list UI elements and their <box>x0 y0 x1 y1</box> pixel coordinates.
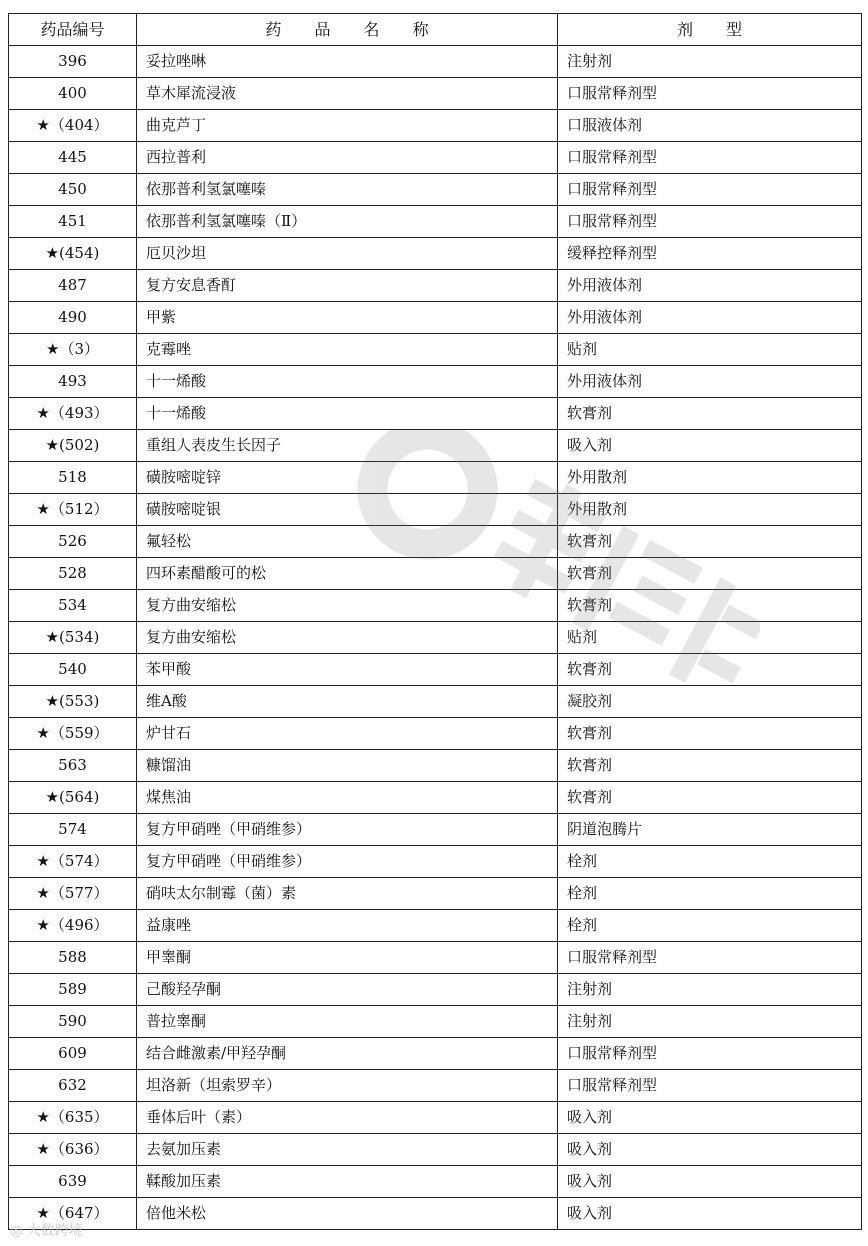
drug-name-cell: 硝呋太尔制霉（菌）素 <box>137 878 558 910</box>
table-row <box>9 878 862 910</box>
dosage-form-cell: 贴剂 <box>558 334 862 366</box>
drug-name-cell: 复方甲硝唑（甲硝维参） <box>137 846 558 878</box>
dosage-form-cell: 口服液体剂 <box>558 110 862 142</box>
drug-code-cell: 487 <box>9 270 137 302</box>
drug-name-cell: 垂体后叶（素） <box>137 1102 558 1134</box>
drug-code-cell: 534 <box>9 590 137 622</box>
table-row <box>9 1166 862 1198</box>
table-row <box>9 366 862 398</box>
header-drug-code: 药品编号 <box>9 14 137 46</box>
drug-code-cell: ★(534) <box>9 622 137 654</box>
table-row <box>9 142 862 174</box>
drug-code-cell: ★(553) <box>9 686 137 718</box>
dosage-form-cell: 软膏剂 <box>558 590 862 622</box>
table-row <box>9 942 862 974</box>
dosage-form-cell: 口服常释剂型 <box>558 1038 862 1070</box>
drug-name-cell: 十一烯酸 <box>137 398 558 430</box>
dosage-form-cell: 注射剂 <box>558 46 862 78</box>
dosage-form-cell: 外用散剂 <box>558 462 862 494</box>
table-row <box>9 718 862 750</box>
drug-code-cell: ★(502) <box>9 430 137 462</box>
dosage-form-cell: 吸入剂 <box>558 1102 862 1134</box>
table-row <box>9 238 862 270</box>
drug-name-cell: 草木犀流浸液 <box>137 78 558 110</box>
table-row <box>9 974 862 1006</box>
dosage-form-cell: 吸入剂 <box>558 1134 862 1166</box>
table-row <box>9 558 862 590</box>
dosage-form-cell: 栓剂 <box>558 846 862 878</box>
drug-name-cell: 四环素醋酸可的松 <box>137 558 558 590</box>
drug-code-cell: 450 <box>9 174 137 206</box>
drug-code-cell: ★(454) <box>9 238 137 270</box>
drug-name-cell: 煤焦油 <box>137 782 558 814</box>
drug-name-cell: 十一烯酸 <box>137 366 558 398</box>
footer-logo-icon: ◎ <box>10 1223 23 1239</box>
drug-code-cell: ★（647） <box>9 1198 137 1230</box>
dosage-form-cell: 软膏剂 <box>558 718 862 750</box>
dosage-form-cell: 口服常释剂型 <box>558 1070 862 1102</box>
dosage-form-cell: 注射剂 <box>558 974 862 1006</box>
table-row <box>9 1038 862 1070</box>
drug-code-cell: ★（577） <box>9 878 137 910</box>
drug-code-cell: 493 <box>9 366 137 398</box>
table-row <box>9 398 862 430</box>
table-row <box>9 110 862 142</box>
drug-table <box>8 13 862 1230</box>
drug-name-cell: 倍他米松 <box>137 1198 558 1230</box>
dosage-form-cell: 缓释控释剂型 <box>558 238 862 270</box>
table-row <box>9 430 862 462</box>
dosage-form-cell: 吸入剂 <box>558 1166 862 1198</box>
drug-code-cell: 528 <box>9 558 137 590</box>
drug-name-cell: 重组人表皮生长因子 <box>137 430 558 462</box>
table-row <box>9 1006 862 1038</box>
drug-name-cell: 复方安息香酊 <box>137 270 558 302</box>
drug-code-cell: 445 <box>9 142 137 174</box>
table-row <box>9 686 862 718</box>
drug-code-cell: 609 <box>9 1038 137 1070</box>
header-drug-name: 药 品 名 称 <box>137 14 558 46</box>
table-row <box>9 206 862 238</box>
table-row <box>9 1102 862 1134</box>
drug-code-cell: 451 <box>9 206 137 238</box>
drug-code-cell: ★（496） <box>9 910 137 942</box>
table-row <box>9 1070 862 1102</box>
table-row <box>9 590 862 622</box>
drug-code-cell: 396 <box>9 46 137 78</box>
dosage-form-cell: 栓剂 <box>558 878 862 910</box>
dosage-form-cell: 吸入剂 <box>558 430 862 462</box>
drug-code-cell: ★（574） <box>9 846 137 878</box>
dosage-form-cell: 栓剂 <box>558 910 862 942</box>
drug-code-cell: ★（512） <box>9 494 137 526</box>
dosage-form-cell: 口服常释剂型 <box>558 78 862 110</box>
drug-name-cell: 复方甲硝唑（甲硝维参） <box>137 814 558 846</box>
drug-code-cell: ★（493） <box>9 398 137 430</box>
drug-code-cell: 518 <box>9 462 137 494</box>
table-row <box>9 302 862 334</box>
drug-code-cell: 563 <box>9 750 137 782</box>
dosage-form-cell: 凝胶剂 <box>558 686 862 718</box>
dosage-form-cell: 口服常释剂型 <box>558 942 862 974</box>
drug-code-cell: 400 <box>9 78 137 110</box>
dosage-form-cell: 软膏剂 <box>558 398 862 430</box>
drug-name-cell: 苯甲酸 <box>137 654 558 686</box>
table-row <box>9 1134 862 1166</box>
table-header <box>9 14 862 46</box>
drug-name-cell: 甲紫 <box>137 302 558 334</box>
table-row <box>9 654 862 686</box>
drug-name-cell: 复方曲安缩松 <box>137 590 558 622</box>
drug-name-cell: 去氨加压素 <box>137 1134 558 1166</box>
drug-name-cell: 鞣酸加压素 <box>137 1166 558 1198</box>
table-row <box>9 270 862 302</box>
drug-name-cell: 依那普利氢氯噻嗪 <box>137 174 558 206</box>
dosage-form-cell: 外用液体剂 <box>558 302 862 334</box>
drug-code-cell: ★（404） <box>9 110 137 142</box>
drug-code-cell: 540 <box>9 654 137 686</box>
drug-code-cell: ★（559） <box>9 718 137 750</box>
drug-code-cell: ★（635） <box>9 1102 137 1134</box>
drug-name-cell: 坦洛新（坦索罗辛） <box>137 1070 558 1102</box>
drug-code-cell: ★(564) <box>9 782 137 814</box>
dosage-form-cell: 吸入剂 <box>558 1198 862 1230</box>
footer-logo-text: 大数跨境 <box>26 1223 83 1239</box>
drug-code-cell: 590 <box>9 1006 137 1038</box>
drug-code-cell: 632 <box>9 1070 137 1102</box>
drug-code-cell: ★（636） <box>9 1134 137 1166</box>
drug-code-cell: 526 <box>9 526 137 558</box>
table-row <box>9 622 862 654</box>
table-row <box>9 750 862 782</box>
drug-name-cell: 西拉普利 <box>137 142 558 174</box>
dosage-form-cell: 软膏剂 <box>558 750 862 782</box>
drug-name-cell: 结合雌激素/甲羟孕酮 <box>137 1038 558 1070</box>
header-row <box>9 14 862 46</box>
drug-name-cell: 益康唑 <box>137 910 558 942</box>
dosage-form-cell: 外用液体剂 <box>558 270 862 302</box>
dosage-form-cell: 外用液体剂 <box>558 366 862 398</box>
table-row <box>9 1198 862 1230</box>
dosage-form-cell: 注射剂 <box>558 1006 862 1038</box>
dosage-form-cell: 软膏剂 <box>558 782 862 814</box>
drug-name-cell: 磺胺嘧啶锌 <box>137 462 558 494</box>
dosage-form-cell: 外用散剂 <box>558 494 862 526</box>
table-row <box>9 334 862 366</box>
drug-name-cell: 克霉唑 <box>137 334 558 366</box>
drug-code-cell: 574 <box>9 814 137 846</box>
table-row <box>9 910 862 942</box>
table-row <box>9 174 862 206</box>
dosage-form-cell: 软膏剂 <box>558 654 862 686</box>
dosage-form-cell: 贴剂 <box>558 622 862 654</box>
drug-name-cell: 曲克芦丁 <box>137 110 558 142</box>
drug-name-cell: 炉甘石 <box>137 718 558 750</box>
table-row <box>9 846 862 878</box>
table-row <box>9 78 862 110</box>
dosage-form-cell: 软膏剂 <box>558 558 862 590</box>
table-body <box>9 46 862 1230</box>
table-row <box>9 814 862 846</box>
drug-code-cell: 588 <box>9 942 137 974</box>
drug-name-cell: 氟轻松 <box>137 526 558 558</box>
drug-name-cell: 复方曲安缩松 <box>137 622 558 654</box>
drug-name-cell: 己酸羟孕酮 <box>137 974 558 1006</box>
dosage-form-cell: 口服常释剂型 <box>558 142 862 174</box>
drug-name-cell: 糠馏油 <box>137 750 558 782</box>
table-row <box>9 782 862 814</box>
drug-name-cell: 维A酸 <box>137 686 558 718</box>
dosage-form-cell: 口服常释剂型 <box>558 174 862 206</box>
drug-code-cell: ★（3） <box>9 334 137 366</box>
drug-name-cell: 甲睾酮 <box>137 942 558 974</box>
drug-name-cell: 妥拉唑啉 <box>137 46 558 78</box>
dosage-form-cell: 口服常释剂型 <box>558 206 862 238</box>
table-row <box>9 462 862 494</box>
drug-name-cell: 磺胺嘧啶银 <box>137 494 558 526</box>
drug-code-cell: 490 <box>9 302 137 334</box>
drug-code-cell: 639 <box>9 1166 137 1198</box>
header-dosage-form: 剂 型 <box>558 14 862 46</box>
drug-name-cell: 普拉睾酮 <box>137 1006 558 1038</box>
dosage-form-cell: 阴道泡腾片 <box>558 814 862 846</box>
table-row <box>9 494 862 526</box>
table-row <box>9 526 862 558</box>
dosage-form-cell: 软膏剂 <box>558 526 862 558</box>
table-row <box>9 46 862 78</box>
drug-code-cell: 589 <box>9 974 137 1006</box>
footer-logo <box>10 1220 83 1240</box>
drug-name-cell: 厄贝沙坦 <box>137 238 558 270</box>
drug-name-cell: 依那普利氢氯噻嗪（Ⅱ） <box>137 206 558 238</box>
